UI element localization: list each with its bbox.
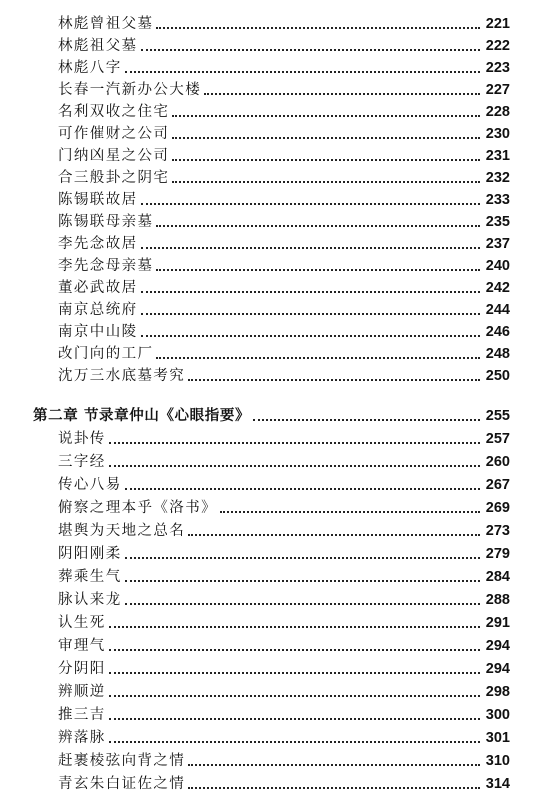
- dot-leader: [172, 159, 480, 161]
- toc-entry[interactable]: [58, 34, 510, 55]
- dot-leader: [109, 442, 480, 444]
- dot-leader: [172, 137, 480, 139]
- toc-entry[interactable]: [58, 254, 510, 275]
- toc-entry-title: 陈锡联故居: [58, 192, 138, 208]
- toc-entry-title: 可作催财之公司: [58, 126, 170, 142]
- toc-entry-title: 推三吉: [58, 707, 106, 723]
- toc-page-number: 227: [485, 82, 510, 98]
- toc-entry-title: 名利双收之住宅: [58, 104, 170, 120]
- toc-entry[interactable]: [58, 473, 510, 494]
- dot-leader: [109, 465, 480, 467]
- dot-leader: [141, 247, 481, 249]
- toc-entry[interactable]: [58, 298, 510, 319]
- toc-page-number: 242: [485, 280, 510, 296]
- toc-entry-title: 传心八易: [58, 477, 122, 493]
- dot-leader: [141, 313, 481, 315]
- toc-entry-title: 南京中山陵: [58, 324, 138, 340]
- toc-page-number: 260: [485, 454, 510, 470]
- dot-leader: [188, 764, 480, 766]
- dot-leader: [109, 695, 480, 697]
- toc-entry[interactable]: [58, 427, 510, 448]
- dot-leader: [156, 357, 480, 359]
- toc-chapter-heading[interactable]: [33, 404, 510, 425]
- toc-page-number: 230: [485, 126, 510, 142]
- toc-entry-title: 分阴阳: [58, 661, 106, 677]
- dot-leader: [125, 557, 480, 559]
- toc-entry[interactable]: [58, 703, 510, 724]
- toc-entry[interactable]: [58, 232, 510, 253]
- toc-entry-title: 三字经: [58, 454, 106, 470]
- toc-entry-title: 李先念母亲墓: [58, 258, 154, 274]
- toc-page-number: 284: [485, 569, 510, 585]
- toc-page-number: 267: [485, 477, 510, 493]
- toc-page-number: 269: [485, 500, 510, 516]
- toc-entry-title: 青玄朱白证佐之情: [58, 776, 186, 792]
- toc-entry[interactable]: [58, 634, 510, 655]
- toc-entry-title: 沈万三水底墓考究: [58, 368, 186, 384]
- toc-page-number: 233: [485, 192, 510, 208]
- dot-leader: [220, 511, 480, 513]
- dot-leader: [109, 741, 480, 743]
- dot-leader: [188, 379, 480, 381]
- toc-entry-title: 说卦传: [58, 431, 106, 447]
- toc-entry-title: 辨顺逆: [58, 684, 106, 700]
- toc-entry[interactable]: [58, 210, 510, 231]
- dot-leader: [156, 225, 480, 227]
- toc-entry-title: 林彪祖父墓: [58, 38, 138, 54]
- dot-leader: [141, 49, 481, 51]
- dot-leader: [125, 603, 480, 605]
- toc-entry[interactable]: [58, 749, 510, 770]
- toc-entry[interactable]: [58, 78, 510, 99]
- toc-entry-title: 俯察之理本乎《洛书》: [58, 500, 217, 516]
- toc-entry-title: 合三般卦之阴宅: [58, 170, 170, 186]
- toc-page-number: 222: [485, 38, 510, 54]
- toc-page-number: 294: [485, 638, 510, 654]
- toc-page-number: 231: [485, 148, 510, 164]
- toc-page-number: 237: [485, 236, 510, 252]
- toc-page-number: 255: [485, 408, 510, 424]
- toc-page-number: 235: [485, 214, 510, 230]
- toc-entry[interactable]: [58, 342, 510, 363]
- dot-leader: [141, 203, 481, 205]
- toc-page-number: 221: [485, 16, 510, 32]
- toc-entry-title: 脉认来龙: [58, 592, 122, 608]
- toc-entry-title: 改门向的工厂: [58, 346, 154, 362]
- dot-leader: [172, 181, 480, 183]
- toc-entry-title: 认生死: [58, 615, 106, 631]
- dot-leader: [109, 649, 480, 651]
- dot-leader: [141, 335, 481, 337]
- toc-entry-title: 李先念故居: [58, 236, 138, 252]
- toc-page-number: 291: [485, 615, 510, 631]
- chapter-title: 第二章 节录章仲山《心眼指要》: [33, 407, 251, 424]
- toc-page-number: 301: [485, 730, 510, 746]
- toc-entry-title: 辨落脉: [58, 730, 106, 746]
- toc-entry[interactable]: [58, 496, 510, 517]
- toc-page-number: 257: [485, 431, 510, 447]
- toc-entry[interactable]: [58, 542, 510, 563]
- toc-entry[interactable]: [58, 364, 510, 385]
- dot-leader: [109, 672, 480, 674]
- dot-leader: [188, 534, 480, 536]
- toc-page-number: 273: [485, 523, 510, 539]
- dot-leader: [156, 27, 480, 29]
- toc-entry[interactable]: [58, 611, 510, 632]
- toc-entry[interactable]: [58, 680, 510, 701]
- toc-page-number: 248: [485, 346, 510, 362]
- toc-entry-title: 葬乘生气: [58, 569, 122, 585]
- toc-page-number: 298: [485, 684, 510, 700]
- toc-page-number: 240: [485, 258, 510, 274]
- toc-page-number: 250: [485, 368, 510, 384]
- toc-page-number: 223: [485, 60, 510, 76]
- toc-entry-title: 陈锡联母亲墓: [58, 214, 154, 230]
- toc-entry-title: 门纳凶星之公司: [58, 148, 170, 164]
- toc-entry[interactable]: [58, 450, 510, 471]
- toc-entry-title: 阴阳刚柔: [58, 546, 122, 562]
- toc-entry[interactable]: [58, 144, 510, 165]
- toc-entry[interactable]: [58, 56, 510, 77]
- dot-leader: [109, 718, 480, 720]
- toc-page-number: 288: [485, 592, 510, 608]
- toc-entry[interactable]: [58, 565, 510, 586]
- toc-entry-title: 审理气: [58, 638, 106, 654]
- toc-entry[interactable]: [58, 726, 510, 747]
- toc-entry[interactable]: [58, 188, 510, 209]
- toc-entry[interactable]: [58, 122, 510, 143]
- toc-entry[interactable]: [58, 657, 510, 678]
- dot-leader: [125, 71, 480, 73]
- toc-page-number: 244: [485, 302, 510, 318]
- toc-entry-title: 堪舆为天地之总名: [58, 523, 186, 539]
- dot-leader: [172, 115, 480, 117]
- toc-page-number: 232: [485, 170, 510, 186]
- toc-page-number: 279: [485, 546, 510, 562]
- toc-entry[interactable]: [58, 276, 510, 297]
- toc-page-number: 314: [485, 776, 510, 792]
- toc-entry[interactable]: [58, 100, 510, 121]
- dot-leader: [156, 269, 480, 271]
- toc-entry-title: 林彪八字: [58, 60, 122, 76]
- toc-entry-title: 赶裹棱弦向背之情: [58, 753, 186, 769]
- toc-page-number: 246: [485, 324, 510, 340]
- toc-entry-title: 长春一汽新办公大楼: [58, 82, 202, 98]
- dot-leader: [125, 488, 480, 490]
- toc-entry-title: 林彪曾祖父墓: [58, 16, 154, 32]
- toc-entry[interactable]: [58, 12, 510, 33]
- toc-entry[interactable]: [58, 519, 510, 540]
- toc-page-number: 228: [485, 104, 510, 120]
- toc-entry[interactable]: [58, 166, 510, 187]
- toc-page-number: 300: [485, 707, 510, 723]
- toc-entry[interactable]: [58, 772, 510, 793]
- dot-leader: [125, 580, 480, 582]
- dot-leader: [253, 419, 480, 421]
- toc-page-number: 294: [485, 661, 510, 677]
- dot-leader: [204, 93, 480, 95]
- dot-leader: [141, 291, 481, 293]
- dot-leader: [109, 626, 480, 628]
- toc-entry-title: 南京总统府: [58, 302, 138, 318]
- toc-entry[interactable]: [58, 588, 510, 609]
- toc-entry-title: 董必武故居: [58, 280, 138, 296]
- toc-page-number: 310: [485, 753, 510, 769]
- dot-leader: [188, 787, 480, 789]
- toc-entry[interactable]: [58, 320, 510, 341]
